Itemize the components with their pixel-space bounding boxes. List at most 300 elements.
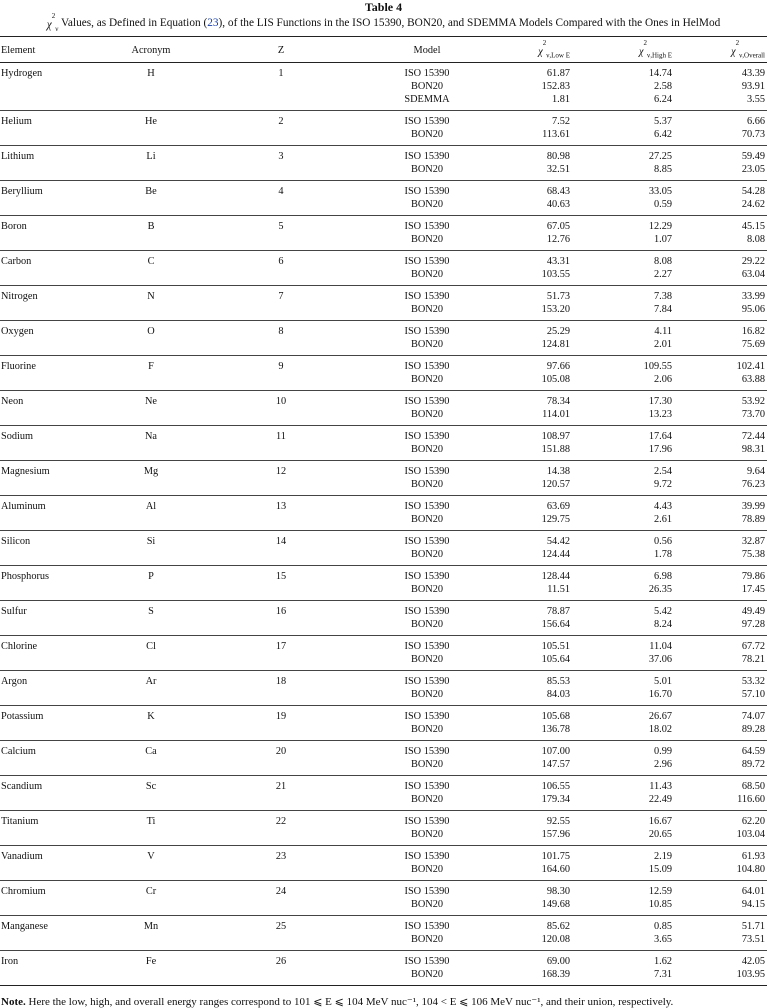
cell-chi-low: 12.76 — [478, 233, 570, 251]
cell-chi-overall: 76.23 — [672, 478, 767, 496]
cell-chi-overall: 102.41 — [736, 361, 765, 373]
cell-model: BON20 — [376, 548, 478, 566]
cell-model: ISO 15390 — [404, 466, 450, 478]
cell-chi-high: 2.01 — [570, 338, 672, 356]
cell-chi-low: 152.83 — [541, 81, 570, 93]
cell-z — [186, 163, 376, 181]
cell-z — [186, 618, 376, 636]
cell-chi-low: 129.75 — [478, 513, 570, 531]
cell-element — [0, 478, 116, 496]
cell-chi-overall: 42.05 — [741, 956, 765, 968]
cell-chi-low: 103.55 — [478, 268, 570, 286]
col-acronym: Acronym — [116, 37, 186, 63]
cell-chi-overall: 62.20 — [741, 816, 765, 828]
cell-acronym — [116, 93, 186, 111]
cell-chi-low: 1.81 — [478, 93, 570, 111]
cell-chi-low: 67.05 — [546, 221, 570, 233]
cell-model: ISO 15390 — [404, 781, 450, 793]
cell-chi-overall: 51.71 — [741, 921, 765, 933]
cell-chi-high: 12.59 — [648, 886, 672, 898]
cell-acronym — [116, 373, 186, 391]
cell-element — [0, 548, 116, 566]
table-row — [0, 391, 767, 409]
cell-chi-high: 5.42 — [653, 606, 672, 618]
cell-chi-low: 149.68 — [478, 898, 570, 916]
cell-z: 22 — [275, 816, 287, 828]
cell-chi-high: 5.01 — [653, 676, 672, 688]
cell-model: BON20 — [376, 478, 478, 496]
table-row — [0, 968, 767, 986]
cell-chi-high: 20.65 — [570, 828, 672, 846]
cell-element — [0, 338, 116, 356]
cell-element — [0, 80, 116, 93]
cell-model: BON20 — [376, 233, 478, 251]
cell-chi-low: 69.00 — [546, 956, 570, 968]
cell-z: 16 — [275, 606, 287, 618]
table-row — [0, 531, 767, 549]
cell-chi-high: 1.07 — [570, 233, 672, 251]
table-row — [0, 846, 767, 864]
cell-chi-low: 43.31 — [546, 256, 570, 268]
cell-element — [0, 968, 116, 986]
cell-chi-low: 11.51 — [478, 583, 570, 601]
cell-z — [186, 583, 376, 601]
cell-chi-low: 151.88 — [478, 443, 570, 461]
cell-model: BON20 — [376, 128, 478, 146]
cell-chi-overall: 78.89 — [672, 513, 767, 531]
cell-chi-low: 153.20 — [478, 303, 570, 321]
cell-element: Aluminum — [1, 501, 46, 513]
cell-chi-high: 14.74 — [648, 68, 672, 80]
cell-chi-overall: 32.87 — [741, 536, 765, 548]
cell-acronym: Li — [146, 151, 156, 163]
cell-chi-high: 1.78 — [570, 548, 672, 566]
cell-z — [186, 80, 376, 93]
cell-acronym — [116, 933, 186, 951]
cell-element — [0, 233, 116, 251]
cell-chi-low: 106.55 — [541, 781, 570, 793]
cell-z: 23 — [275, 851, 287, 863]
cell-chi-low: 7.52 — [551, 116, 570, 128]
cell-chi-low: 85.62 — [546, 921, 570, 933]
cell-chi-low: 98.30 — [546, 886, 570, 898]
cell-z: 15 — [275, 571, 287, 583]
cell-model: SDEMMA — [376, 93, 478, 111]
note-label: Note. — [1, 996, 26, 1008]
cell-element — [0, 618, 116, 636]
cell-acronym — [116, 268, 186, 286]
cell-chi-high: 6.24 — [570, 93, 672, 111]
table-row — [0, 338, 767, 356]
cell-model: ISO 15390 — [404, 606, 450, 618]
cell-chi-overall: 72.44 — [741, 431, 765, 443]
cell-chi-high: 4.11 — [654, 326, 672, 338]
cell-acronym: F — [148, 361, 154, 373]
table-row — [0, 303, 767, 321]
cell-chi-high: 0.85 — [653, 921, 672, 933]
cell-model: BON20 — [376, 198, 478, 216]
cell-chi-overall: 79.86 — [741, 571, 765, 583]
cell-z: 25 — [275, 921, 287, 933]
cell-chi-high: 11.04 — [649, 641, 672, 653]
cell-model: ISO 15390 — [404, 221, 450, 233]
cell-z — [186, 443, 376, 461]
cell-chi-high: 0.59 — [570, 198, 672, 216]
table-row — [0, 636, 767, 654]
cell-element — [0, 408, 116, 426]
table-row — [0, 618, 767, 636]
cell-chi-overall: 64.59 — [741, 746, 765, 758]
chi-squared-symbol: $\chi^2_\nu$ — [46, 12, 59, 34]
cell-model: BON20 — [376, 723, 478, 741]
cell-element: Beryllium — [1, 186, 43, 198]
cell-chi-overall: 116.60 — [672, 793, 767, 811]
cell-model: BON20 — [376, 268, 478, 286]
cell-element — [0, 933, 116, 951]
cell-chi-high: 18.02 — [570, 723, 672, 741]
cell-acronym — [116, 723, 186, 741]
cell-acronym — [116, 128, 186, 146]
cell-chi-overall: 45.15 — [741, 221, 765, 233]
table-header — [0, 37, 767, 63]
cell-chi-overall: 43.39 — [741, 68, 765, 80]
cell-element: Iron — [1, 956, 19, 968]
cell-z: 26 — [275, 956, 287, 968]
table-row — [0, 356, 767, 374]
cell-chi-overall: 3.55 — [672, 93, 767, 111]
cell-chi-high: 26.35 — [570, 583, 672, 601]
cell-element: Boron — [1, 221, 27, 233]
cell-model: ISO 15390 — [404, 571, 450, 583]
table-row — [0, 80, 767, 93]
cell-acronym: Na — [144, 431, 157, 443]
cell-acronym: V — [147, 851, 155, 863]
cell-chi-overall: 70.73 — [672, 128, 767, 146]
cell-element: Hydrogen — [1, 68, 43, 80]
cell-element: Calcium — [1, 746, 36, 758]
cell-model: ISO 15390 — [404, 431, 450, 443]
cell-chi-overall: 63.88 — [672, 373, 767, 391]
cell-z — [186, 933, 376, 951]
cell-element — [0, 163, 116, 181]
table-row — [0, 63, 767, 81]
cell-acronym: Ti — [146, 816, 156, 828]
table-row — [0, 583, 767, 601]
cell-chi-overall: 78.21 — [672, 653, 767, 671]
cell-chi-high: 11.43 — [649, 781, 672, 793]
cell-acronym — [116, 583, 186, 601]
table-row — [0, 93, 767, 111]
cell-model: BON20 — [376, 968, 478, 986]
cell-acronym: H — [147, 68, 155, 80]
cell-z — [186, 688, 376, 706]
cell-chi-overall: 17.45 — [672, 583, 767, 601]
chi-squared-table — [0, 36, 767, 986]
cell-acronym — [116, 863, 186, 881]
cell-model: ISO 15390 — [404, 361, 450, 373]
table-label: Table 4 — [364, 0, 403, 14]
table-row — [0, 741, 767, 759]
cell-acronym — [116, 408, 186, 426]
cell-acronym: Mn — [143, 921, 159, 933]
cell-element: Chromium — [1, 886, 46, 898]
cell-acronym — [116, 548, 186, 566]
col-chi-high: $\chi^2_{\nu,High E}$ — [570, 37, 672, 63]
cell-element: Fluorine — [1, 361, 36, 373]
equation-link[interactable]: 23 — [207, 16, 219, 29]
cell-element: Silicon — [1, 536, 31, 548]
cell-acronym — [116, 233, 186, 251]
cell-model: BON20 — [410, 81, 444, 93]
cell-acronym: Fe — [145, 956, 157, 968]
table-row — [0, 443, 767, 461]
cell-chi-overall: 97.28 — [672, 618, 767, 636]
table-row — [0, 321, 767, 339]
cell-chi-high: 17.96 — [570, 443, 672, 461]
cell-acronym: S — [148, 606, 154, 618]
cell-chi-low: 128.44 — [541, 571, 570, 583]
cell-z: 8 — [278, 326, 284, 338]
cell-chi-low: 14.38 — [546, 466, 570, 478]
cell-chi-low: 120.08 — [478, 933, 570, 951]
cell-element: Vanadium — [1, 851, 43, 863]
cell-z: 11 — [276, 431, 286, 443]
table-row — [0, 881, 767, 899]
cell-z: 10 — [275, 396, 287, 408]
note-text: Here the low, high, and overall energy ranges correspond to 101 ⩽ E ⩽ 104 MeV nuc⁻¹, 104 < E ⩽ 106 MeV nuc⁻¹, and their union, respectively. — [28, 996, 674, 1008]
cell-chi-overall: 29.22 — [741, 256, 765, 268]
cell-chi-high: 4.43 — [653, 501, 672, 513]
cell-chi-high: 7.31 — [570, 968, 672, 986]
cell-chi-low: 136.78 — [478, 723, 570, 741]
cell-chi-high: 7.38 — [653, 291, 672, 303]
table-row — [0, 933, 767, 951]
cell-element — [0, 513, 116, 531]
cell-element: Magnesium — [1, 466, 50, 478]
cell-chi-low: 54.42 — [546, 536, 570, 548]
cell-acronym — [116, 758, 186, 776]
cell-z: 5 — [278, 221, 284, 233]
table-row — [0, 251, 767, 269]
table-row — [0, 723, 767, 741]
cell-chi-overall: 89.72 — [672, 758, 767, 776]
cell-z: 14 — [275, 536, 287, 548]
table-row — [0, 898, 767, 916]
cell-acronym: He — [144, 116, 157, 128]
cell-chi-high: 2.19 — [653, 851, 672, 863]
table-row — [0, 268, 767, 286]
cell-chi-low: 101.75 — [541, 851, 570, 863]
cell-chi-high: 2.54 — [653, 466, 672, 478]
cell-chi-low: 168.39 — [478, 968, 570, 986]
table-row — [0, 548, 767, 566]
table-caption — [0, 0, 767, 32]
cell-acronym — [116, 478, 186, 496]
col-chi-overall: $\chi^2_{\nu,Overall}$ — [672, 37, 767, 63]
cell-acronym: Cr — [145, 886, 157, 898]
cell-chi-high: 8.24 — [570, 618, 672, 636]
cell-chi-high: 37.06 — [570, 653, 672, 671]
cell-chi-overall: 64.01 — [741, 886, 765, 898]
cell-chi-high: 16.70 — [570, 688, 672, 706]
cell-model: BON20 — [376, 828, 478, 846]
cell-element: Phosphorus — [1, 571, 50, 583]
cell-element: Oxygen — [1, 326, 34, 338]
cell-model: ISO 15390 — [404, 956, 450, 968]
cell-acronym — [116, 198, 186, 216]
table-row — [0, 653, 767, 671]
table-row — [0, 811, 767, 829]
cell-chi-high: 9.72 — [570, 478, 672, 496]
cell-model: BON20 — [376, 618, 478, 636]
cell-chi-high: 15.09 — [570, 863, 672, 881]
cell-z: 13 — [275, 501, 287, 513]
cell-model: ISO 15390 — [404, 536, 450, 548]
cell-z — [186, 128, 376, 146]
cell-chi-overall: 75.38 — [672, 548, 767, 566]
cell-z: 7 — [278, 291, 284, 303]
cell-chi-overall: 16.82 — [741, 326, 765, 338]
cell-chi-high: 2.96 — [570, 758, 672, 776]
table-row — [0, 601, 767, 619]
table-row — [0, 163, 767, 181]
table-row — [0, 233, 767, 251]
cell-acronym: O — [147, 326, 155, 338]
cell-chi-low: 80.98 — [546, 151, 570, 163]
cell-acronym — [116, 968, 186, 986]
col-z: Z — [186, 37, 376, 63]
cell-z — [186, 478, 376, 496]
cell-chi-overall: 39.99 — [741, 501, 765, 513]
cell-model: BON20 — [376, 408, 478, 426]
cell-chi-high: 7.84 — [570, 303, 672, 321]
table-row — [0, 513, 767, 531]
cell-chi-high: 13.23 — [570, 408, 672, 426]
cell-chi-high: 8.08 — [653, 256, 672, 268]
caption-text — [0, 12, 767, 34]
cell-z — [186, 898, 376, 916]
cell-acronym: Si — [146, 536, 156, 548]
cell-chi-low: 51.73 — [546, 291, 570, 303]
cell-chi-overall: 68.50 — [741, 781, 765, 793]
cell-model: BON20 — [376, 793, 478, 811]
cell-model: BON20 — [376, 653, 478, 671]
cell-chi-low: 61.87 — [546, 68, 570, 80]
cell-chi-low: 114.01 — [478, 408, 570, 426]
cell-acronym: Be — [145, 186, 157, 198]
cell-element: Potassium — [1, 711, 44, 723]
cell-model: ISO 15390 — [404, 921, 450, 933]
table-row — [0, 426, 767, 444]
cell-element — [0, 793, 116, 811]
cell-z — [186, 408, 376, 426]
cell-acronym — [116, 898, 186, 916]
cell-z — [186, 93, 376, 111]
cell-z — [186, 723, 376, 741]
cell-chi-overall: 89.28 — [672, 723, 767, 741]
table-row — [0, 706, 767, 724]
cell-z — [186, 968, 376, 986]
cell-model: BON20 — [376, 688, 478, 706]
cell-chi-low: 156.64 — [478, 618, 570, 636]
cell-element: Sodium — [1, 431, 34, 443]
cell-chi-overall: 93.91 — [741, 81, 765, 93]
cell-chi-high: 3.65 — [570, 933, 672, 951]
cell-element — [0, 373, 116, 391]
cell-element: Chlorine — [1, 641, 38, 653]
cell-element: Argon — [1, 676, 28, 688]
cell-chi-high: 33.05 — [648, 186, 672, 198]
cell-z — [186, 758, 376, 776]
cell-chi-high: 17.64 — [648, 431, 672, 443]
cell-chi-low: 107.00 — [541, 746, 570, 758]
table-row — [0, 461, 767, 479]
table-row — [0, 776, 767, 794]
cell-z — [186, 793, 376, 811]
cell-element: Titanium — [1, 816, 39, 828]
caption-prefix: Values, as Defined in Equation ( — [61, 16, 208, 29]
cell-model: BON20 — [376, 933, 478, 951]
cell-element: Nitrogen — [1, 291, 38, 303]
cell-acronym: K — [147, 711, 155, 723]
cell-chi-overall: 6.66 — [746, 116, 765, 128]
cell-chi-low: 108.97 — [541, 431, 570, 443]
cell-chi-high: 16.67 — [648, 816, 672, 828]
cell-element — [0, 128, 116, 146]
cell-acronym — [116, 618, 186, 636]
cell-chi-high: 0.99 — [653, 746, 672, 758]
cell-z — [186, 863, 376, 881]
cell-model: ISO 15390 — [404, 291, 450, 303]
cell-model: ISO 15390 — [404, 151, 450, 163]
cell-acronym: Cl — [146, 641, 156, 653]
cell-chi-high: 1.62 — [653, 956, 672, 968]
cell-chi-high: 2.61 — [570, 513, 672, 531]
cell-acronym — [116, 338, 186, 356]
col-model: Model — [376, 37, 478, 63]
table-row — [0, 863, 767, 881]
cell-z — [186, 268, 376, 286]
cell-z: 24 — [275, 886, 287, 898]
cell-model: BON20 — [376, 163, 478, 181]
cell-z — [186, 548, 376, 566]
cell-z: 3 — [278, 151, 284, 163]
cell-chi-overall: 23.05 — [672, 163, 767, 181]
cell-chi-overall: 104.80 — [672, 863, 767, 881]
cell-model: ISO 15390 — [404, 676, 450, 688]
cell-chi-low: 105.68 — [541, 711, 570, 723]
cell-element: Manganese — [1, 921, 48, 933]
cell-model: BON20 — [376, 898, 478, 916]
cell-model: BON20 — [376, 443, 478, 461]
cell-chi-overall: 67.72 — [741, 641, 765, 653]
cell-element: Scandium — [1, 781, 43, 793]
cell-model: BON20 — [376, 863, 478, 881]
table-row — [0, 146, 767, 164]
cell-chi-high: 10.85 — [570, 898, 672, 916]
cell-acronym — [116, 163, 186, 181]
cell-chi-overall: 53.32 — [741, 676, 765, 688]
cell-chi-overall: 49.49 — [741, 606, 765, 618]
cell-chi-overall: 53.92 — [741, 396, 765, 408]
cell-chi-low: 25.29 — [546, 326, 570, 338]
cell-model: ISO 15390 — [404, 396, 450, 408]
cell-model: ISO 15390 — [404, 116, 450, 128]
cell-element — [0, 723, 116, 741]
cell-chi-low: 105.08 — [478, 373, 570, 391]
cell-chi-low: 147.57 — [478, 758, 570, 776]
cell-chi-overall: 103.04 — [672, 828, 767, 846]
